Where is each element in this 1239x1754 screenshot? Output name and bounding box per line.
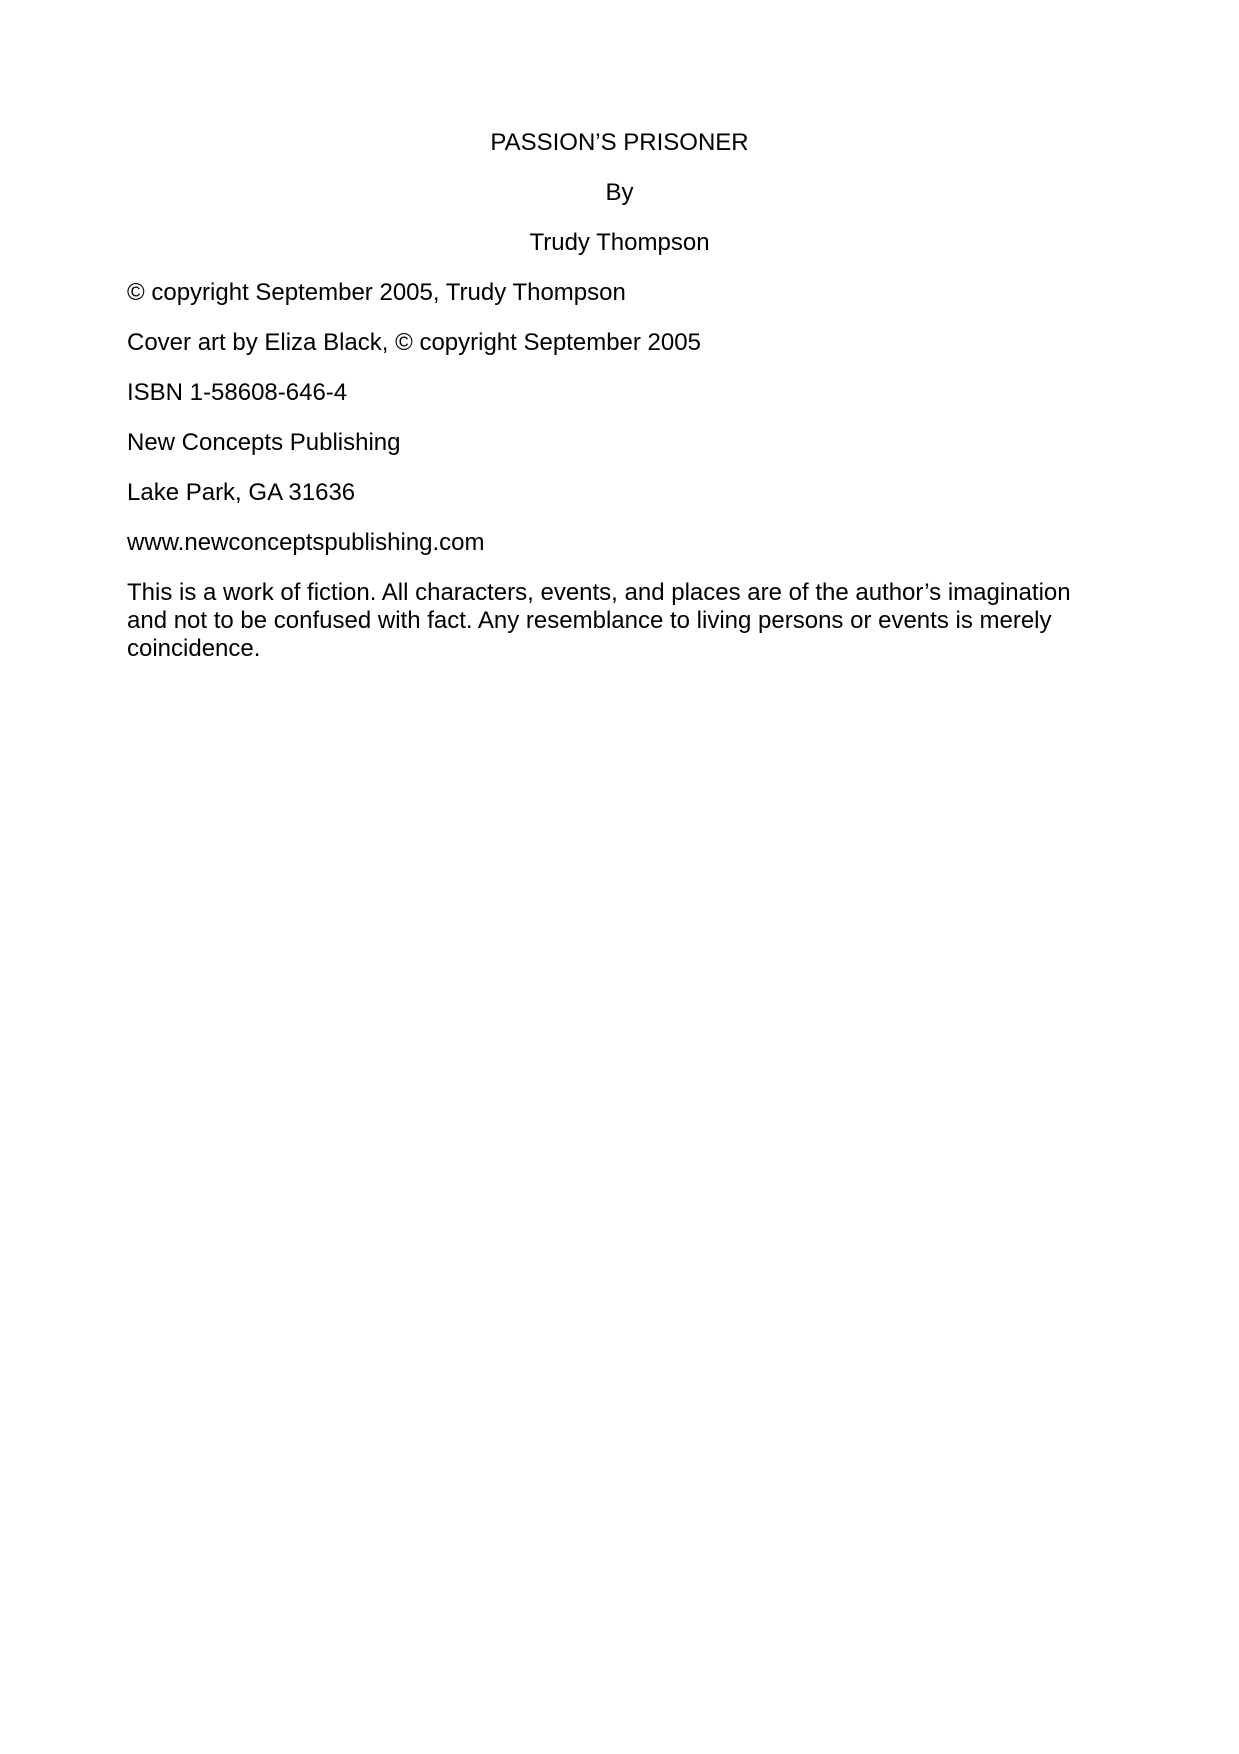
publisher-location: Lake Park, GA 31636 bbox=[127, 479, 356, 506]
publisher-website: www.newconceptspublishing.com bbox=[127, 529, 485, 556]
isbn: ISBN 1-58608-646-4 bbox=[127, 379, 348, 406]
author-name: Trudy Thompson bbox=[529, 229, 710, 256]
copyright-notice: © copyright September 2005, Trudy Thompson bbox=[127, 279, 626, 306]
fiction-disclaimer: This is a work of fiction. All characters, events, and places are of the author’s imagination and not to be confused with fact. Any resemblance to living persons or events is merely coincidence. bbox=[127, 579, 1071, 662]
publisher-name: New Concepts Publishing bbox=[127, 429, 401, 456]
cover-art-credit: Cover art by Eliza Black, © copyright September 2005 bbox=[127, 329, 701, 356]
by-line: By bbox=[605, 179, 634, 206]
book-title: PASSION’S PRISONER bbox=[490, 129, 749, 156]
